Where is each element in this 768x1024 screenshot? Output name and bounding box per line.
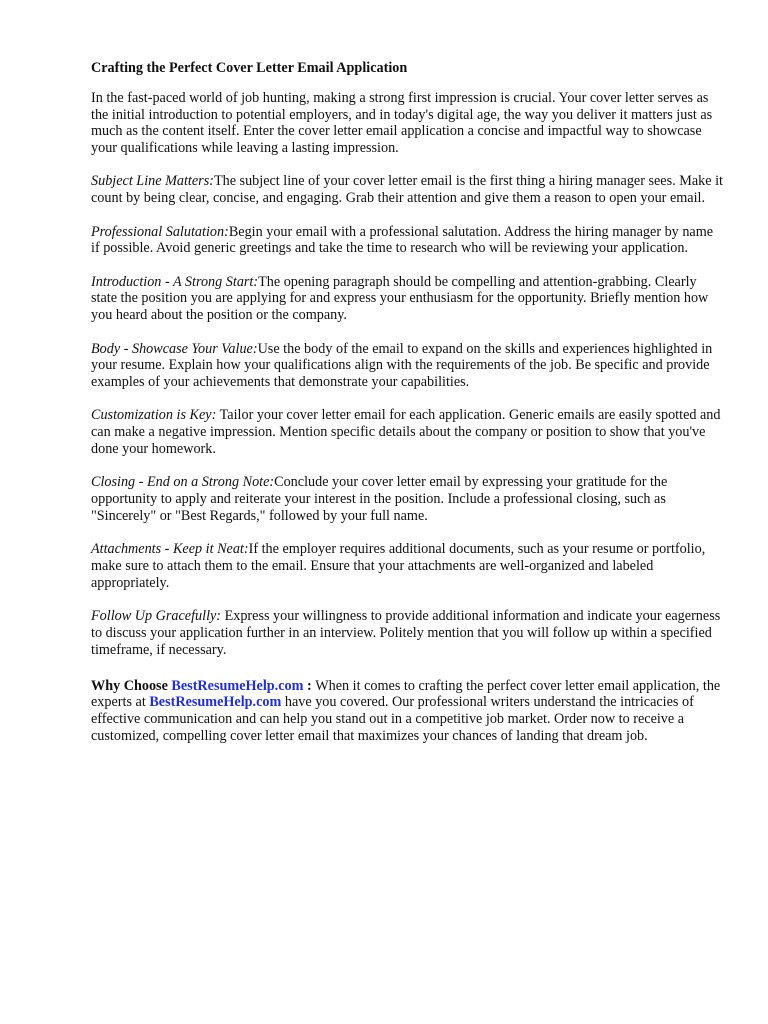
section-lead: Subject Line Matters: — [91, 173, 214, 190]
section-body: Conclude your cover letter email by expressing your gratitude for the opportunity to apply and reiterate your interest in the position. Include a professional closing, such as "Sincerely" or "Best Regards," followed by your full name. — [91, 474, 668, 524]
section-body: If the employer requires additional documents, such as your resume or portfolio, make sure to attach them to the email. Ensure that your attachments are well-organized and labeled appropriately. — [91, 541, 706, 591]
section-lead: Professional Salutation: — [91, 223, 229, 240]
section-body-showcase — [91, 341, 723, 391]
why-choose-colon: : — [303, 677, 316, 694]
section-subject-line — [91, 173, 723, 207]
why-choose-label: Why Choose — [91, 677, 172, 694]
document-title: Crafting the Perfect Cover Letter Email Application — [91, 60, 408, 76]
intro-paragraph: In the fast-paced world of job hunting, making a strong first impression is crucial. Your cover letter serves as the initial introduction to potential employers, and in today's digital age, the way you deliver it matters just as much as the content itself. Enter the cover letter email application a concise and impactful way to showcase your qualifications while leaving a lasting impression. — [91, 89, 713, 157]
section-lead: Customization is Key: — [91, 407, 217, 424]
why-choose-paragraph — [91, 678, 723, 745]
section-body: The opening paragraph should be compelling and attention-grabbing. Clearly state the position you are applying for and express your enthusiasm for the opportunity. Briefly mention how you heard about the position or the company. — [91, 273, 709, 324]
section-body: Begin your email with a professional salutation. Address the hiring manager by name if possible. Avoid generic greetings and take the time to research who will be reviewing your application. — [91, 223, 714, 257]
section-lead: Body - Showcase Your Value: — [91, 340, 258, 357]
section-body: Tailor your cover letter email for each application. Generic emails are easily spotted and can make a negative impression. Mention specific details about the company or position to show that you've done your homework. — [91, 407, 721, 458]
section-lead: Closing - End on a Strong Note: — [91, 474, 275, 491]
section-attachments — [91, 541, 723, 591]
section-closing — [91, 474, 723, 524]
section-body: Use the body of the email to expand on the skills and experiences highlighted in your resume. Explain how your qualifications align with the requirements of the job. Be specific and provide examples of your achievements that demonstrate your capabilities. — [91, 340, 713, 391]
section-body: Express your willingness to provide additional information and indicate your eagerness to discuss your application further in an interview. Politely mention that you will follow up within a specified timeframe, if necessary. — [91, 608, 721, 658]
section-body: The subject line of your cover letter email is the first thing a hiring manager sees. Make it count by being clear, concise, and engaging. Grab their attention and give them a reason to open your email. — [91, 173, 723, 207]
section-professional-salutation — [91, 224, 723, 258]
section-introduction — [91, 274, 723, 324]
why-choose-text: have you covered. Our professional writers understand the intricacies of effective communication and can help you stand out in a competitive job market. Order now to receive a customized, compelling cover letter email that maximizes your chances of landing that dream job. — [91, 694, 694, 744]
section-lead: Introduction - A Strong Start: — [91, 273, 259, 290]
brand-link[interactable]: BestResumeHelp.com — [149, 694, 282, 711]
section-customization — [91, 407, 723, 457]
section-lead: Attachments - Keep it Neat: — [91, 541, 249, 558]
brand-link[interactable]: BestResumeHelp.com — [171, 677, 304, 694]
section-lead: Follow Up Gracefully: — [91, 608, 222, 625]
why-choose-text: When it comes to crafting the perfect cover letter email application, the experts at — [91, 677, 721, 711]
document-page — [91, 60, 723, 761]
section-follow-up — [91, 608, 723, 658]
